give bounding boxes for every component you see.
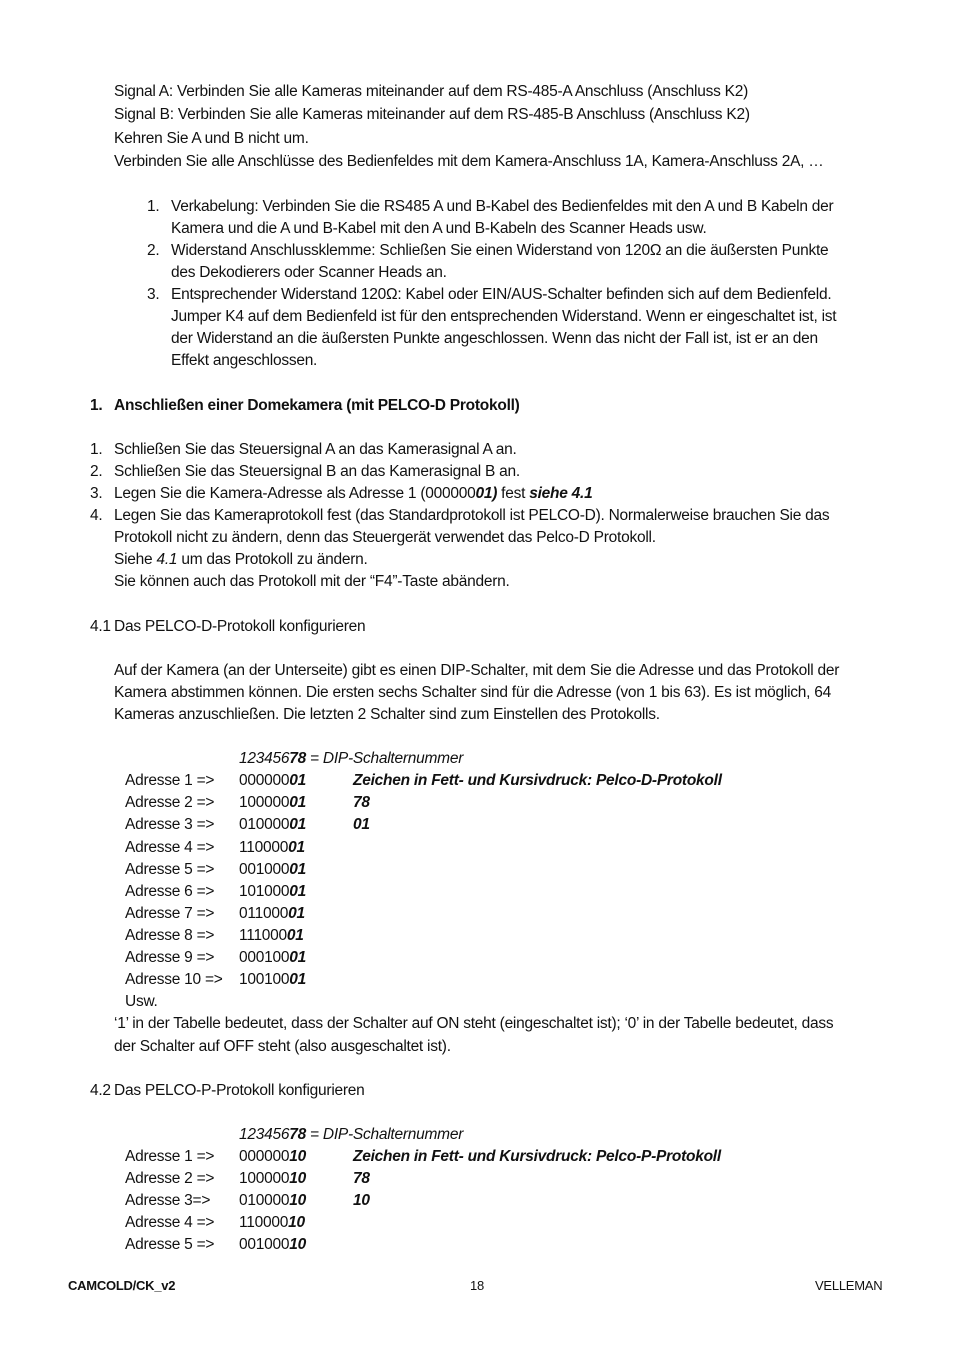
dip-header-address: 123456 <box>239 1126 290 1143</box>
step-text-part: Siehe <box>114 551 157 568</box>
address-label: Adresse 2 => <box>125 794 215 811</box>
address-label: Adresse 5 => <box>125 1236 215 1253</box>
step-text-part: um das Protokoll zu ändern. <box>177 551 368 568</box>
address-bits: 001000 <box>239 861 290 878</box>
address-bits: 010000 <box>239 816 290 833</box>
dip-bits <box>239 837 305 859</box>
step-number: 3. <box>90 485 103 502</box>
step-reference: 4.1 <box>156 551 178 568</box>
address-bits: 000000 <box>239 772 290 789</box>
dip-bits <box>239 1146 306 1168</box>
list-item-line: Entsprechender Widerstand 120Ω: Kabel oder EIN/AUS-Schalter befinden sich auf dem Bedienfeld. <box>171 286 832 303</box>
list-item-line: des Dekodierers oder Scanner Heads an. <box>171 264 447 281</box>
address-label: Adresse 4 => <box>125 839 215 856</box>
dip-bits <box>239 814 306 836</box>
protocol-bits: 10 <box>289 1192 306 1209</box>
address-bits: 001000 <box>239 1236 290 1253</box>
footer-doc-id: CAMCOLD/CK_v2 <box>68 1278 176 1293</box>
address-label: Adresse 6 => <box>125 883 215 900</box>
address-label: Adresse 5 => <box>125 861 215 878</box>
dip-bits <box>239 947 306 969</box>
protocol-bits: 01 <box>289 816 306 833</box>
step-reference: siehe 4.1 <box>529 485 593 502</box>
dip-bits <box>239 903 305 925</box>
intro-line-4: Verbinden Sie alle Anschlüsse des Bedienfeldes mit dem Kamera-Anschluss 1A, Kamera-Anschluss 2A, … <box>114 153 824 170</box>
dip-header-label: = DIP-Schalternummer <box>305 750 464 767</box>
subsection-title: Das PELCO-D-Protokoll konfigurieren <box>114 618 366 635</box>
address-bits: 110000 <box>239 839 289 856</box>
step-text: Schließen Sie das Steuersignal A an das Kamerasignal A an. <box>114 441 517 458</box>
etc-label: Usw. <box>125 993 158 1010</box>
step-number: 1. <box>90 441 103 458</box>
address-label: Adresse 1 => <box>125 1148 215 1165</box>
footer-page-number: 18 <box>470 1278 484 1293</box>
paragraph-line: Auf der Kamera (an der Unterseite) gibt es einen DIP-Schalter, mit dem Sie die Adresse und das Protokoll der <box>114 662 840 679</box>
row-note: 78 <box>353 794 370 811</box>
step-number: 2. <box>90 463 103 480</box>
list-item-line: Kamera und die A und B-Kabel mit den A und B-Kabeln des Scanner Heads usw. <box>171 220 707 237</box>
address-label: Adresse 3 => <box>125 816 215 833</box>
dip-bits <box>239 881 306 903</box>
address-bits: 101000 <box>239 883 290 900</box>
row-note: 78 <box>353 1170 370 1187</box>
protocol-bits: 10 <box>288 1214 305 1231</box>
explanation-line: ‘1’ in der Tabelle bedeutet, dass der Schalter auf ON steht (eingeschaltet ist); ‘0’ in der Tabelle bedeutet, dass <box>114 1015 834 1032</box>
protocol-bits: 01 <box>289 883 306 900</box>
dip-header <box>239 1124 463 1146</box>
address-label: Adresse 7 => <box>125 905 215 922</box>
list-item-line: Verkabelung: Verbinden Sie die RS485 A und B-Kabel des Bedienfeldes mit den A und B Kabeln der <box>171 198 834 215</box>
paragraph-line: Kameras anzuschließen. Die letzten 2 Schalter sind zum Einstellen des Protokolls. <box>114 706 660 723</box>
list-item-line: Jumper K4 auf dem Bedienfeld ist für den entsprechenden Widerstand. Wenn er eingeschaltet ist, ist <box>171 308 837 325</box>
address-bits: 100100 <box>239 971 290 988</box>
protocol-bits: 10 <box>289 1236 306 1253</box>
dip-bits <box>239 770 306 792</box>
dip-bits <box>239 925 304 947</box>
address-label: Adresse 3=> <box>125 1192 211 1209</box>
section-heading: Anschließen einer Domekamera (mit PELCO-D Protokoll) <box>114 397 520 414</box>
protocol-bits: 01 <box>289 971 306 988</box>
dip-bits <box>239 1234 306 1256</box>
step-text: Legen Sie das Kameraprotokoll fest (das Standardprotokoll ist PELCO-D). Normalerweise brauchen Sie das <box>114 507 830 524</box>
address-label: Adresse 4 => <box>125 1214 215 1231</box>
address-label: Adresse 1 => <box>125 772 215 789</box>
step-text-part: fest <box>497 485 530 502</box>
protocol-bits: 01 <box>289 861 306 878</box>
step-text <box>114 483 592 505</box>
intro-line-2: Signal B: Verbinden Sie alle Kameras miteinander auf dem RS-485-B Anschluss (Anschluss K2) <box>114 106 750 123</box>
protocol-bits: 01 <box>289 794 306 811</box>
row-note: Zeichen in Fett- und Kursivdruck: Pelco-D-Protokoll <box>353 772 722 789</box>
dip-bits <box>239 1168 306 1190</box>
intro-line-1: Signal A: Verbinden Sie alle Kameras miteinander auf dem RS-485-A Anschluss (Anschluss K2) <box>114 83 749 100</box>
address-bits: 100000 <box>239 794 290 811</box>
list-number: 2. <box>147 242 160 259</box>
address-label: Adresse 8 => <box>125 927 215 944</box>
paragraph-line: Kamera abstimmen können. Die ersten sechs Schalter sind für die Adresse (von 1 bis 63). Es ist möglich, 64 <box>114 684 831 701</box>
dip-bits <box>239 969 306 991</box>
subsection-title: Das PELCO-P-Protokoll konfigurieren <box>114 1082 365 1099</box>
protocol-bits: 01 <box>289 772 306 789</box>
dip-header-address: 123456 <box>239 750 290 767</box>
dip-header-label: = DIP-Schalternummer <box>305 1126 464 1143</box>
dip-header-protocol: 78 <box>289 750 306 767</box>
list-number: 3. <box>147 286 160 303</box>
section-number: 1. <box>90 397 103 414</box>
dip-bits <box>239 792 306 814</box>
list-item-line: der Widerstand an die äußersten Punkte angeschlossen. Wenn das nicht der Fall ist, ist er an den <box>171 330 818 347</box>
list-number: 1. <box>147 198 160 215</box>
protocol-bits: 10 <box>289 1148 306 1165</box>
address-bits: 111000 <box>239 927 287 944</box>
address-bits: 011000 <box>239 905 289 922</box>
subsection-number: 4.2 <box>90 1082 111 1099</box>
dip-header-protocol: 78 <box>289 1126 306 1143</box>
step-text-part: Legen Sie die Kamera-Adresse als Adresse 1 (000000 <box>114 485 476 502</box>
address-label: Adresse 9 => <box>125 949 215 966</box>
step-number: 4. <box>90 507 103 524</box>
row-note: 10 <box>353 1192 370 1209</box>
dip-bits <box>239 859 306 881</box>
subsection-number: 4.1 <box>90 618 111 635</box>
explanation-line: der Schalter auf OFF steht (also ausgeschaltet ist). <box>114 1038 451 1055</box>
intro-line-3: Kehren Sie A und B nicht um. <box>114 130 309 147</box>
address-bits: 000100 <box>239 949 290 966</box>
address-bits: 010000 <box>239 1192 290 1209</box>
step-text <box>114 549 368 571</box>
row-note: 01 <box>353 816 370 833</box>
dip-bits <box>239 1190 306 1212</box>
protocol-bits: 01 <box>286 927 304 944</box>
step-text: Protokoll nicht zu ändern, denn das Steuergerät verwendet das Pelco-D Protokoll. <box>114 529 656 546</box>
protocol-bits: 01 <box>288 905 305 922</box>
step-text: Sie können auch das Protokoll mit der “F4”-Taste abändern. <box>114 573 510 590</box>
address-bits: 100000 <box>239 1170 290 1187</box>
footer-brand: VELLEMAN <box>815 1278 883 1293</box>
protocol-bits: 01 <box>289 949 306 966</box>
dip-bits <box>239 1212 305 1234</box>
dip-header <box>239 748 463 770</box>
list-item-line: Widerstand Anschlussklemme: Schließen Sie einen Widerstand von 120Ω an die äußersten Punkte <box>171 242 829 259</box>
row-note: Zeichen in Fett- und Kursivdruck: Pelco-P-Protokoll <box>353 1148 721 1165</box>
protocol-bits: 01 <box>288 839 305 856</box>
protocol-bits: 10 <box>289 1170 306 1187</box>
step-text: Schließen Sie das Steuersignal B an das Kamerasignal B an. <box>114 463 520 480</box>
address-bits: 110000 <box>239 1214 289 1231</box>
address-label: Adresse 10 => <box>125 971 223 988</box>
address-label: Adresse 2 => <box>125 1170 215 1187</box>
address-bits: 000000 <box>239 1148 290 1165</box>
list-item-line: Effekt angeschlossen. <box>171 352 318 369</box>
step-text-bold: 01) <box>475 485 498 502</box>
